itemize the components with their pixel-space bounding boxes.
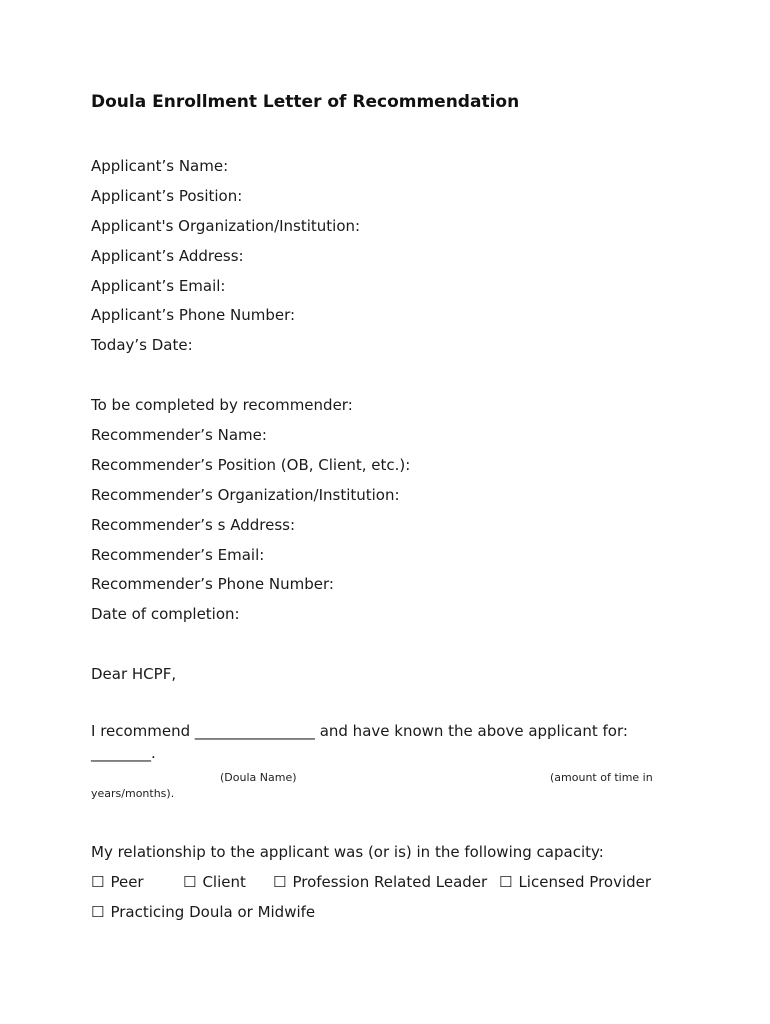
applicant-name-label: Applicant’s Name: — [91, 157, 229, 175]
checkbox-icon[interactable]: ☐ — [499, 872, 513, 891]
option-leader-label: Profession Related Leader — [292, 872, 488, 891]
recommender-heading: To be completed by recommender: — [91, 396, 353, 415]
applicant-organization-label: Applicant's Organization/Institution: — [91, 216, 361, 235]
todays-date-label: Today’s Date: — [91, 336, 193, 355]
years-months-hint: years/months). — [91, 787, 175, 800]
field-hints — [91, 771, 671, 805]
option-profession-related-leader[interactable] — [273, 868, 487, 898]
spacer — [91, 630, 731, 660]
recommender-organization-label: Recommender’s Organization/Institution: — [91, 485, 400, 504]
relationship-section — [91, 838, 691, 928]
applicant-address-label: Applicant’s Address: — [91, 246, 244, 265]
recommender-phone-label: Recommender’s Phone Number: — [91, 575, 334, 594]
option-client[interactable] — [183, 868, 261, 898]
recommender-name-label: Recommender’s Name: — [91, 426, 267, 445]
recommender-position-label: Recommender’s Position (OB, Client, etc.): — [91, 455, 411, 474]
relationship-options-row-2 — [91, 898, 691, 928]
option-licensed-provider[interactable] — [499, 868, 651, 898]
applicant-email-label: Applicant’s Email: — [91, 276, 226, 295]
option-licensed-label: Licensed Provider — [518, 872, 652, 891]
relationship-prompt: My relationship to the applicant was (or is) in the following capacity: — [91, 843, 604, 861]
salutation: Dear HCPF, — [91, 665, 177, 684]
date-of-completion-label: Date of completion: — [91, 605, 240, 624]
document-title: Doula Enrollment Letter of Recommendation — [91, 92, 520, 112]
doula-name-hint: (Doula Name) — [220, 771, 297, 784]
checkbox-icon[interactable]: ☐ — [91, 872, 105, 891]
option-peer-label: Peer — [110, 872, 144, 891]
recommend-line: I recommend ________________ and have known the above applicant for: — [91, 722, 628, 740]
checkbox-icon[interactable]: ☐ — [183, 872, 197, 891]
option-doula-midwife-label: Practicing Doula or Midwife — [110, 902, 316, 921]
applicant-phone-label: Applicant’s Phone Number: — [91, 306, 296, 325]
amount-of-time-hint: (amount of time in — [550, 771, 653, 784]
checkbox-icon[interactable]: ☐ — [91, 902, 105, 921]
recommend-statement — [91, 720, 671, 764]
applicant-position-label: Applicant’s Position: — [91, 186, 243, 205]
option-client-label: Client — [202, 872, 246, 891]
checkbox-icon[interactable]: ☐ — [273, 872, 287, 891]
relationship-options-row-1 — [91, 868, 691, 898]
recommender-email-label: Recommender’s Email: — [91, 545, 265, 564]
recommend-line-continuation: ________. — [91, 744, 156, 762]
option-peer[interactable] — [91, 868, 171, 898]
option-practicing-doula-or-midwife[interactable] — [91, 898, 315, 928]
recommender-address-label: Recommender’s s Address: — [91, 515, 296, 534]
spacer — [91, 361, 731, 391]
form-fields — [91, 152, 731, 690]
